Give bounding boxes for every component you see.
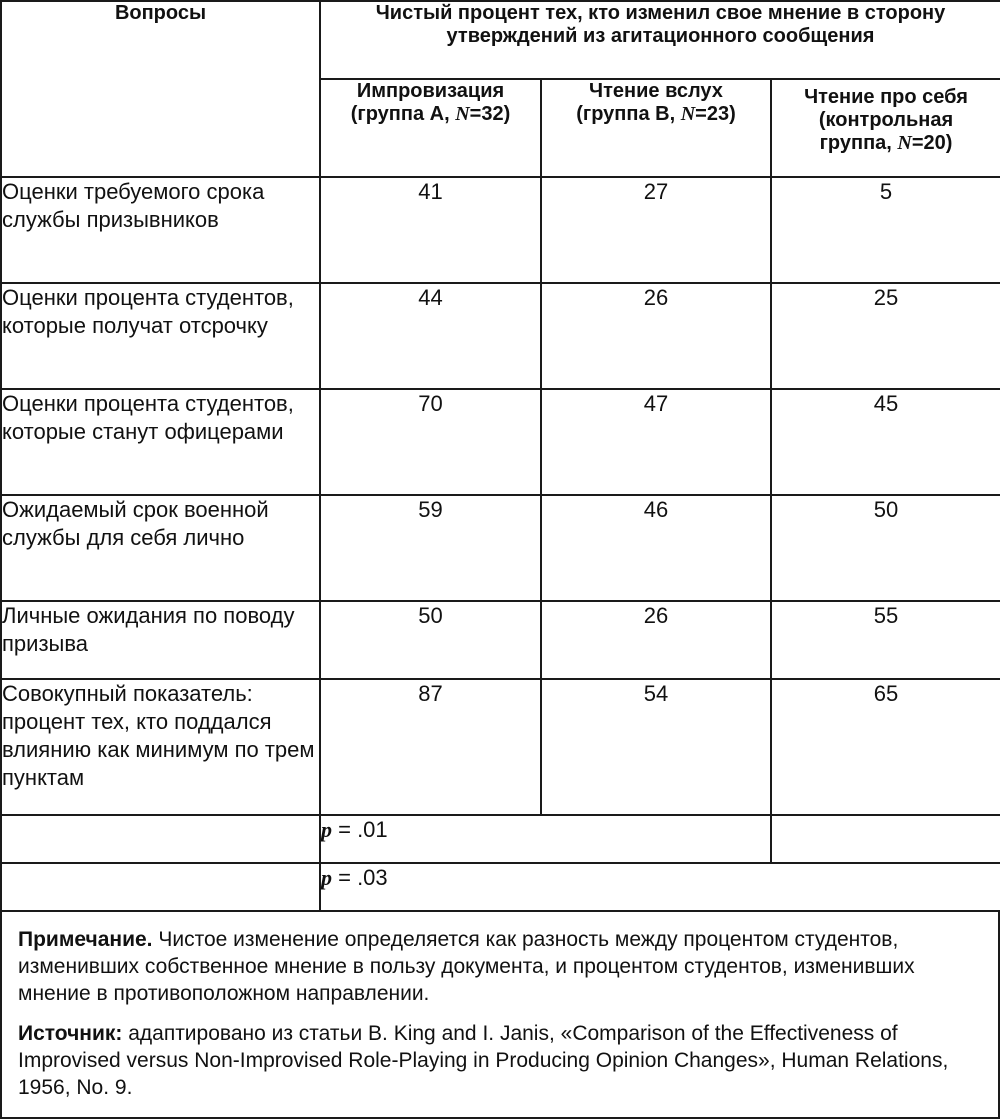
value-cell: 50 <box>320 601 541 679</box>
question-cell: Личные ожидания по поводу призыва <box>1 601 320 679</box>
value-cell: 55 <box>771 601 1000 679</box>
empty-cell <box>1 815 320 863</box>
p-value: = .01 <box>332 817 388 842</box>
value-cell: 50 <box>771 495 1000 601</box>
column-header-improvisation: Импровизация (группа А, N=32) <box>320 79 541 177</box>
value-cell: 47 <box>541 389 771 495</box>
value-cell: 45 <box>771 389 1000 495</box>
significance-cell <box>320 815 771 863</box>
value-cell: 26 <box>541 601 771 679</box>
question-cell: Оценки требуемого срока службы призывников <box>1 177 320 283</box>
note-paragraph <box>18 926 984 1007</box>
question-cell: Ожидаемый срок военной службы для себя лично <box>1 495 320 601</box>
column-header-reading-aloud: Чтение вслух (группа В, N=23) <box>541 79 771 177</box>
question-cell: Оценки процента студентов, которые получат отсрочку <box>1 283 320 389</box>
table-row <box>1 177 1000 283</box>
value-cell: 27 <box>541 177 771 283</box>
value-cell: 5 <box>771 177 1000 283</box>
significance-row <box>1 815 1000 863</box>
question-cell: Совокупный показатель: процент тех, кто поддался влиянию как минимум по трем пунктам <box>1 679 320 815</box>
source-label: Источник: <box>18 1022 123 1045</box>
p-symbol: p <box>321 817 332 842</box>
value-cell: 87 <box>320 679 541 815</box>
source-text: адаптировано из статьи B. King and I. Janis, «Comparison of the Effectiveness of Improvised versus Non-Improvised Role-Playing in Producing Opinion Changes», Human Relations, 1956, No. 9. <box>18 1022 949 1099</box>
table-row <box>1 495 1000 601</box>
source-paragraph <box>18 1020 984 1101</box>
value-cell: 44 <box>320 283 541 389</box>
value-cell: 46 <box>541 495 771 601</box>
value-cell: 65 <box>771 679 1000 815</box>
value-cell: 70 <box>320 389 541 495</box>
header-row-1 <box>1 1 1000 79</box>
value-cell: 41 <box>320 177 541 283</box>
p-symbol: p <box>321 865 332 890</box>
significance-row <box>1 863 1000 911</box>
value-cell: 59 <box>320 495 541 601</box>
significance-cell <box>320 863 1000 911</box>
value-cell: 54 <box>541 679 771 815</box>
note-text: Чистое изменение определяется как разность между процентом студентов, изменивших собственное мнение в пользу документа, и процентом студентов, изменивших мнение в противоположном направлении. <box>18 928 915 1005</box>
column-header-silent-reading: Чтение про себя (контрольная группа, N=20) <box>771 79 1000 177</box>
value-cell: 25 <box>771 283 1000 389</box>
question-cell: Оценки процента студентов, которые станут офицерами <box>1 389 320 495</box>
p-value: = .03 <box>332 865 388 890</box>
empty-cell <box>1 863 320 911</box>
questions-header: Вопросы <box>1 1 320 177</box>
empty-cell <box>771 815 1000 863</box>
table-row <box>1 389 1000 495</box>
table-row <box>1 679 1000 815</box>
net-percent-header: Чистый процент тех, кто изменил свое мнение в сторону утверждений из агитационного сообщения <box>320 1 1000 79</box>
note-label: Примечание. <box>18 928 153 951</box>
value-cell: 26 <box>541 283 771 389</box>
table-row <box>1 283 1000 389</box>
table-row <box>1 601 1000 679</box>
notes-box <box>0 910 1000 1119</box>
